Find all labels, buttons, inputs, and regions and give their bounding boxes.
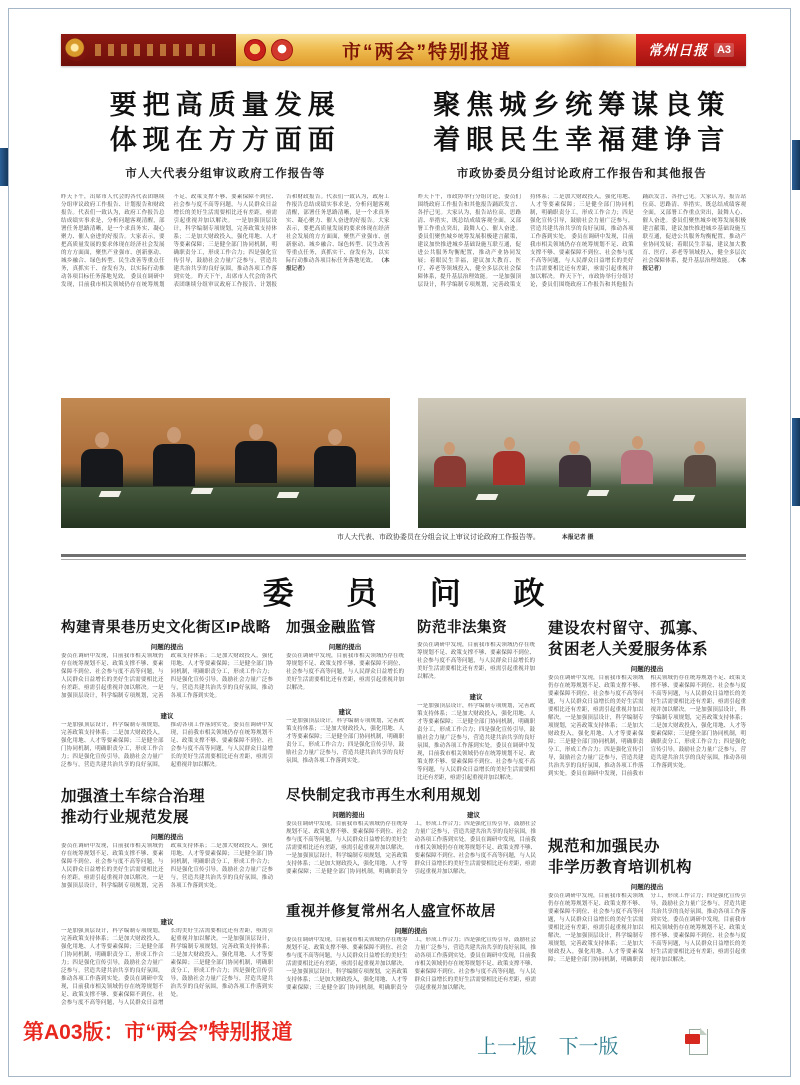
article-body: 昨天下午，出席市人代会的各代表团继续分组审议政府工作报告、计划报告和财政报告。代表们一致认为，政府工作报告总结成绩实事求是，分析问题客观清醒，部署任务思路清晰，是一个求真务实、凝心聚力、催人奋进的好报告。大家表示，要把高质量发展的要求体现在经济社会发展的方方面面，聚焦产业强市、创新驱动、城乡融合、绿色转型、民生改善等重点任务，真抓实干、奋发有为，以实际行动推动各项目标任务落地见效。 委员在调研中发现，目前我市相关领域仍存在统筹规划不足、政策支撑不够、要素保障不到位、社会参与度不高等问题，与人民群众日益增长的美好生活需要相比还有差距，亟需引起重视并加以解决。 一是加强顶层设计，科学编制专项规划，完善政策支持体系；二是加大财政投入，强化用地、人才等要素保障；三是健全部门协同机制，明确职责分工，形成工作合力；四是强化宣传引导，鼓励社会力量广泛参与，营造共建共治共享的良好氛围，推动各项工作落到实处。 昨天下午，出席市人代会的各代表团继续分组审议政府工作报告、计划报告和财政报告。代表们一致认为，政府工作报告总结成绩实事求是，分析问题客观清醒，部署任务思路清晰，是一个求真务实、凝心聚力、催人奋进的好报告。大家表示，要把高质量发展的要求体现在经济社会发展的方方面面，聚焦产业强市、创新驱动、城乡融合、绿色转型、民生改善等重点任务，真抓实干、奋发有为，以实际行动推动各项目标任务落地见效。 （本报记者） — [61, 194, 390, 288]
pdf-red-band — [685, 1034, 700, 1044]
banner-center — [236, 34, 636, 66]
label-problem: 问题的提出 — [150, 644, 184, 652]
photo-paper — [475, 494, 498, 500]
wz-article-recycled-water — [286, 787, 536, 905]
article-body: 委员在调研中发现，目前我市相关领域仍存在统筹规划不足、政策支撑不够、要素保障不到位、社会参与度不高等问题，与人民群众日益增长的美好生活需要相比还有差距，亟需引起重视并加以解决。 — [417, 642, 535, 681]
headline: 规范和加强民办 非学历教育培训机构 — [548, 838, 693, 876]
photo-paper — [191, 488, 214, 494]
headline: 聚焦城乡统筹谋良策 着眼民生幸福建诤言 — [433, 90, 731, 156]
photo-figure — [81, 432, 123, 491]
section-title: 委 员 问 政 — [262, 576, 567, 612]
label-suggestion: 建议 — [338, 709, 352, 717]
label-suggestion: 建议 — [467, 812, 480, 820]
photo-table — [418, 487, 747, 529]
newspaper-content — [61, 34, 746, 1021]
label-problem: 问题的提出 — [630, 884, 664, 892]
newspaper-name: 常州日报 — [647, 43, 708, 59]
wz-article-private-training — [548, 837, 746, 1025]
headline: 加强渣土车综合治理 推动行业规范发展 — [61, 788, 206, 826]
article-body: 昨天下午，市政协举行分组讨论，委员们围绕政府工作报告和其他报告踊跃发言、各抒己见。大家认为，报告站位高、思路清、举措实，既总结成绩客观全面，又部署工作重点突出，鼓舞人心、催人奋进。委员们聚焦城乡统筹发展积极建言献策，建议加快推进城乡基础设施互联互通，促进公共服务均衡配置，推动产业协同发展；着眼民生幸福，建议加大教育、医疗、养老等领域投入，健全多层次社会保障体系，提升基层治理效能。 一是加强顶层设计，科学编制专项规划，完善政策支持体系；二是加大财政投入，强化用地、人才等要素保障；三是健全部门协同机制，明确职责分工，形成工作合力；四是强化宣传引导，鼓励社会力量广泛参与，营造共建共治共享的良好氛围，推动各项工作落到实处。 委员在调研中发现，目前我市相关领域仍存在统筹规划不足、政策支撑不够、要素保障不到位、社会参与度不高等问题，与人民群众日益增长的美好生活需要相比还有差距，亟需引起重视并加以解决。 昨天下午，市政协举行分组讨论，委员们围绕政府工作报告和其他报告踊跃发言、各抒己见。大家认为，报告站位高、思路清、举措实，既总结成绩客观全面，又部署工作重点突出，鼓舞人心、催人奋进。委员们聚焦城乡统筹发展积极建言献策，建议加快推进城乡基础设施互联互通，促进公共服务均衡配置，推动产业协同发展；着眼民生幸福，建议加大教育、医疗、养老等领域投入，健全多层次社会保障体系，提升基层治理效能。 （本报记者） — [417, 194, 746, 288]
section-rule — [61, 559, 746, 560]
article-body: 一是加强顶层设计，科学编制专项规划，完善政策支持体系；二是加大财政投入，强化用地、人才等要素保障；三是健全部门协同机制，明确职责分工，形成工作合力；四是强化宣传引导，鼓励社会力量广泛参与，营造共建共治共享的良好氛围，推动各项工作落到实处。委员在调研中发现，目前我市相关领域仍存在统筹规划不足、政策支撑不够、要素保障不到位、社会参与度不高等问题，与人民群众日益增长的美好生活需要相比还有差距，亟需引起重视并加以解决。 — [61, 722, 273, 769]
photo-paper — [587, 490, 610, 496]
article-body: 委员在调研中发现，目前我市相关领域仍存在统筹规划不足、政策支撑不够、要素保障不到位、社会参与度不高等问题，与人民群众日益增长的美好生活需要相比还有差距，亟需引起重视并加以解决。一是加强顶层设计，科学编制专项规划，完善政策支持体系；二是加大财政投入，强化用地、人才等要素保障；三是健全部门协同机制，明确职责分工，形成工作合力；四是强化宣传引导，鼓励社会力量广泛参与，营造共建共治共享的良好氛围，推动各项工作落到实处。 — [61, 653, 273, 700]
page-edge-accent — [0, 148, 8, 186]
banner-flourish — [556, 34, 636, 66]
banner-pattern — [95, 44, 215, 56]
photo-caption: 市人大代表、市政协委员在分组会议上审议讨论政府工作报告等。 本报记者 摄 — [336, 534, 594, 542]
headline: 尽快制定我市再生水利用规划 — [286, 788, 481, 805]
gold-swirl-icon — [65, 38, 88, 61]
banner-ornament — [61, 34, 236, 66]
subheadline: 市人大代表分组审议政府工作报告等 — [125, 168, 326, 181]
article-body: 委员在调研中发现，目前我市相关领域仍存在统筹规划不足、政策支撑不够、要素保障不到位、社会参与度不高等问题，与人民群众日益增长的美好生活需要相比还有差距，亟需引起重视并加以解决。一是加强顶层设计，科学编制专项规划，完善政策支持体系；二是加大财政投入，强化用地、人才等要素保障；三是健全部门协同机制，明确职责分工，形成工作合力；四是强化宣传引导，鼓励社会力量广泛参与，营造共建共治共享的良好氛围，推动各项工作落到实处。 — [61, 843, 273, 889]
next-page-link[interactable]: 下一版 — [558, 1036, 619, 1058]
page-edge-accent — [792, 140, 800, 190]
label-suggestion: 建议 — [160, 919, 174, 927]
photo-figure — [153, 427, 195, 486]
byline: （本报记者） — [286, 257, 390, 272]
label-problem: 问题的提出 — [394, 928, 428, 936]
headline: 要把高质量发展 体现在方方面面 — [109, 90, 341, 156]
page-number: A3 — [714, 43, 734, 57]
photo-figure — [314, 429, 356, 488]
label-suggestion: 建议 — [469, 694, 483, 702]
photo-credit: 本报记者 摄 — [561, 535, 594, 542]
meeting-photo-left — [61, 398, 390, 528]
wz-article-elderly-care — [548, 619, 746, 833]
photo-figure — [684, 441, 716, 489]
banner-title: 市“两会”特别报道 — [341, 41, 512, 63]
meeting-photo-right — [418, 398, 747, 528]
article-body: 一是加强顶层设计，科学编制专项规划，完善政策支持体系；二是加大财政投入，强化用地、人才等要素保障；三是健全部门协同机制，明确职责分工，形成工作合力；四是强化宣传引导，鼓励社会力量广泛参与，营造共建共治共享的良好氛围，推动各项工作落到实处。 — [286, 718, 404, 765]
wz-article-illegal-fundraising — [417, 619, 535, 787]
photo-figure — [621, 436, 653, 484]
headline: 构建青果巷历史文化街区IP战略 — [61, 620, 271, 637]
wz-article-muck-trucks — [61, 787, 273, 1028]
wenzheng-section — [61, 619, 746, 1021]
article-body: 委员在调研中发现，目前我市相关领域仍存在统筹规划不足、政策支撑不够、要素保障不到位、社会参与度不高等问题，与人民群众日益增长的美好生活需要相比还有差距，亟需引起重视并加以解决。一是加强顶层设计，科学编制专项规划，完善政策支持体系；二是加大财政投入，强化用地、人才等要素保障；三是健全部门协同机制，明确职责分工，形成工作合力；四是强化宣传引导，鼓励社会力量广泛参与，营造共建共治共享的良好氛围，推动各项工作落到实处。委员在调研中发现，目前我市相关领域仍存在统筹规划不足、政策支撑不够、要素保障不到位、社会参与度不高等问题，与人民群众日益增长的美好生活需要相比还有差距，亟需引起重视并加以解决。一是加强顶层设计，科学编制专项规划，完善政策支持体系；二是加大财政投入，强化用地、人才等要素保障；三是健全部门协同机制，明确职责分工，形成工作合力；四是强化宣传引导，鼓励社会力量广泛参与，营造共建共治共享的良好氛围，推动各项工作落到实处。 — [548, 675, 746, 777]
label-problem: 问题的提出 — [332, 812, 365, 820]
label-problem: 问题的提出 — [328, 644, 362, 652]
headline: 加强金融监管 — [286, 620, 376, 637]
photo-figure — [559, 441, 591, 489]
national-emblem-icon — [244, 39, 266, 61]
page-label: 第A03版：市“两会”特别报道 — [23, 1021, 293, 1044]
photo-paper — [99, 491, 122, 497]
label-suggestion: 建议 — [160, 713, 174, 721]
pdf-fold — [700, 1028, 707, 1035]
photo-paper — [276, 492, 299, 498]
page-navigation — [477, 1030, 635, 1059]
label-problem: 问题的提出 — [630, 666, 664, 674]
lead-article-right — [418, 88, 747, 181]
label-problem: 问题的提出 — [150, 834, 184, 842]
subheadline: 市政协委员分组讨论政府工作报告和其他报告 — [456, 168, 707, 181]
photo-figure — [235, 424, 277, 483]
byline: （本报记者） — [642, 257, 746, 272]
epaper-page — [8, 8, 791, 1077]
article-body: 委员在调研中发现，目前我市相关领域仍存在统筹规划不足、政策支撑不够、要素保障不到位、社会参与度不高等问题，与人民群众日益增长的美好生活需要相比还有差距，亟需引起重视并加以解决。一是加强顶层设计，科学编制专项规划，完善政策支持体系；二是加大财政投入，强化用地、人才等要素保障；三是健全部门协同机制，明确职责分工，形成工作合力；四是强化宣传引导，鼓励社会力量广泛参与，营造共建共治共享的良好氛围，推动各项工作落到实处。委员在调研中发现，目前我市相关领域仍存在统筹规划不足、政策支撑不够、要素保障不到位、社会参与度不高等问题，与人民群众日益增长的美好生活需要相比还有差距，亟需引起重视并加以解决。 — [286, 937, 536, 992]
article-body: 委员在调研中发现，目前我市相关领域仍存在统筹规划不足、政策支撑不够、要素保障不到位、社会参与度不高等问题，与人民群众日益增长的美好生活需要相比还有差距，亟需引起重视并加以解决。一是加强顶层设计，科学编制专项规划，完善政策支持体系；二是加大财政投入，强化用地、人才等要素保障；三是健全部门协同机制，明确职责分工，形成工作合力；四是强化宣传引导，鼓励社会力量广泛参与，营造共建共治共享的良好氛围，推动各项工作落到实处。委员在调研中发现，目前我市相关领域仍存在统筹规划不足、政策支撑不够、要素保障不到位、社会参与度不高等问题，与人民群众日益增长的美好生活需要相比还有差距，亟需引起重视并加以解决。 — [548, 893, 746, 963]
photo-paper — [672, 495, 695, 501]
section-banner — [61, 34, 746, 66]
masthead-box — [636, 34, 746, 66]
prev-page-link[interactable]: 上一版 — [477, 1036, 537, 1058]
lead-article-left — [61, 88, 390, 181]
article-body: 委员在调研中发现，目前我市相关领域仍存在统筹规划不足、政策支撑不够、要素保障不到位、社会参与度不高等问题，与人民群众日益增长的美好生活需要相比还有差距，亟需引起重视并加以解决。一是加强顶层设计，科学编制专项规划，完善政策支持体系；二是加大财政投入，强化用地、人才等要素保障；三是健全部门协同机制，明确职责分工，形成工作合力；四是强化宣传引导，鼓励社会力量广泛参与，营造共建共治共享的良好氛围，推动各项工作落到实处。委员在调研中发现，目前我市相关领域仍存在统筹规划不足、政策支撑不够、要素保障不到位、社会参与度不高等问题，与人民群众日益增长的美好生活需要相比还有差距，亟需引起重视并加以解决。 — [286, 821, 536, 876]
photo-figure — [434, 442, 466, 490]
headline: 重视并修复常州名人盛宣怀故居 — [286, 904, 496, 921]
wz-article-finance-regulation — [286, 619, 404, 784]
article-body: 委员在调研中发现，目前我市相关领域仍存在统筹规划不足、政策支撑不够、要素保障不到位、社会参与度不高等问题，与人民群众日益增长的美好生活需要相比还有差距，亟需引起重视并加以解决。 — [286, 653, 404, 692]
article-body: 一是加强顶层设计，科学编制专项规划，完善政策支持体系；二是加大财政投入，强化用地、人才等要素保障；三是健全部门协同机制，明确职责分工，形成工作合力；四是强化宣传引导，鼓励社会力量广泛参与，营造共建共治共享的良好氛围，推动各项工作落到实处。委员在调研中发现，目前我市相关领域仍存在统筹规划不足、政策支撑不够、要素保障不到位、社会参与度不高等问题，与人民群众日益增长的美好生活需要相比还有差距，亟需引起重视并加以解决。一是加强顶层设计，科学编制专项规划，完善政策支持体系；二是加大财政投入，强化用地、人才等要素保障；三是健全部门协同机制，明确职责分工，形成工作合力；四是强化宣传引导，鼓励社会力量广泛参与，营造共建共治共享的良好氛围，推动各项工作落到实处。 — [61, 928, 273, 1006]
wz-article-sheng-xuanhuai-residence — [286, 903, 536, 1023]
article-body: 一是加强顶层设计，科学编制专项规划，完善政策支持体系；二是加大财政投入，强化用地、人才等要素保障；三是健全部门协同机制，明确职责分工，形成工作合力；四是强化宣传引导，鼓励社会力量广泛参与，营造共建共治共享的良好氛围，推动各项工作落到实处。委员在调研中发现，目前我市相关领域仍存在统筹规划不足、政策支撑不够、要素保障不到位、社会参与度不高等问题，与人民群众日益增长的美好生活需要相比还有差距，亟需引起重视并加以解决。 — [417, 703, 535, 782]
viewer-footer — [9, 1016, 790, 1076]
section-rule — [61, 554, 746, 557]
headline: 防范非法集资 — [417, 620, 507, 637]
wz-article-qingguo-lane — [61, 619, 273, 780]
pdf-file-icon[interactable] — [685, 1028, 709, 1055]
photo-figure — [493, 437, 525, 485]
cppcc-emblem-icon — [271, 39, 293, 61]
headline: 建设农村留守、孤寡、 贫困老人关爱服务体系 — [548, 620, 709, 658]
page-edge-accent — [792, 418, 800, 506]
